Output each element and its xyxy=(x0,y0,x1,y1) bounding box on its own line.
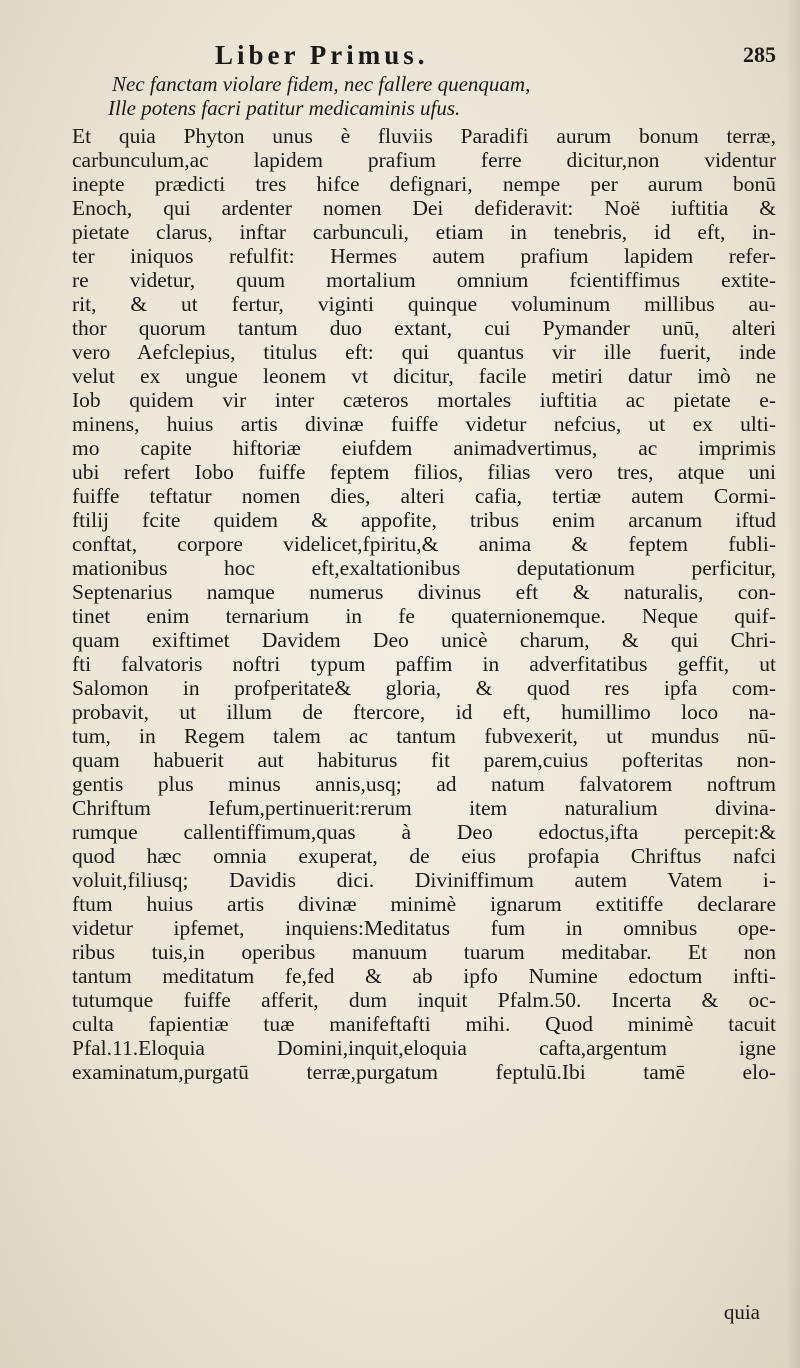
body-line: examinatum,purgatū terræ,purgatum feptulū.Ibi tamē elo- xyxy=(72,1060,776,1084)
body-line: re videtur, quum mortalium omnium fcientiffimus extite- xyxy=(72,268,776,292)
body-line: quod hæc omnia exuperat, de eius profapia Chriftus nafci xyxy=(72,844,776,868)
catchword: quia xyxy=(723,1300,760,1324)
body-line: Salomon in profperitate& gloria, & quod res ipfa com- xyxy=(72,676,776,700)
body-line: minens, huius artis divinæ fuiffe videtur nefcius, ut ex ulti- xyxy=(72,412,776,436)
body-line: Pfal.11.Eloquia Domini,inquit,eloquia cafta,argentum igne xyxy=(72,1036,776,1060)
body-line: Iob quidem vir inter cæteros mortales iuftitia ac pietate e- xyxy=(72,388,776,412)
body-line: conftat, corpore videlicet,fpiritu,& anima & feptem fubli- xyxy=(72,532,776,556)
body-line: ribus tuis,in operibus manuum tuarum meditabar. Et non xyxy=(72,940,776,964)
body-line: ubi refert Iobo fuiffe feptem filios, filias vero tres, atque uni xyxy=(72,460,776,484)
body-line: vero Aefclepius, titulus eft: qui quantus vir ille fuerit, inde xyxy=(72,340,776,364)
body-line: Septenarius namque numerus divinus eft & naturalis, con- xyxy=(72,580,776,604)
body-line: tinet enim ternarium in fe quaternionemque. Neque quif- xyxy=(72,604,776,628)
body-line: ftilij fcite quidem & appofite, tribus enim arcanum iftud xyxy=(72,508,776,532)
body-text xyxy=(72,124,776,1084)
verse-line-1: Nec fanctam violare fidem, nec fallere quenquam, xyxy=(112,72,531,96)
body-line: probavit, ut illum de ftercore, id eft, humillimo loco na- xyxy=(72,700,776,724)
body-line: culta fapientiæ tuæ manifeftafti mihi. Quod minimè tacuit xyxy=(72,1012,776,1036)
body-line: Et quia Phyton unus è fluviis Paradifi aurum bonum terræ, xyxy=(72,124,776,148)
page-header xyxy=(0,40,800,70)
body-line: pietate clarus, inftar carbunculi, etiam in tenebris, id eft, in- xyxy=(72,220,776,244)
body-line: mo capite hiftoriæ eiufdem animadvertimus, ac imprimis xyxy=(72,436,776,460)
body-line: videtur ipfemet, inquiens:Meditatus fum in omnibus ope- xyxy=(72,916,776,940)
body-line: Chriftum Iefum,pertinuerit:rerum item naturalium divina- xyxy=(72,796,776,820)
page-edge-shadow xyxy=(786,0,800,1368)
body-line: tantum meditatum fe,fed & ab ipfo Numine edoctum infti- xyxy=(72,964,776,988)
body-line: quam exiftimet Davidem Deo unicè charum, & qui Chri- xyxy=(72,628,776,652)
page-number: 285 xyxy=(743,42,776,67)
body-line: rit, & ut fertur, viginti quinque voluminum millibus au- xyxy=(72,292,776,316)
verse-line-2: Ille potens facri patitur medicaminis ufus. xyxy=(108,96,461,120)
body-line: gentis plus minus annis,usq; ad natum falvatorem noftrum xyxy=(72,772,776,796)
body-line: quam habuerit aut habiturus fit parem,cuius pofteritas non- xyxy=(72,748,776,772)
body-line: Enoch, qui ardenter nomen Dei defideravit: Noë iuftitia & xyxy=(72,196,776,220)
body-line: velut ex ungue leonem vt dicitur, facile metiri datur imò ne xyxy=(72,364,776,388)
running-head: Liber Primus. xyxy=(215,40,429,70)
body-line: tutumque fuiffe afferit, dum inquit Pfalm.50. Incerta & oc- xyxy=(72,988,776,1012)
body-line: fti falvatoris noftri typum paffim in adverfitatibus geffit, ut xyxy=(72,652,776,676)
body-line: rumque callentiffimum,quas à Deo edoctus,ifta percepit:& xyxy=(72,820,776,844)
body-line: fuiffe teftatur nomen dies, alteri cafia, tertiæ autem Cormi- xyxy=(72,484,776,508)
body-line: mationibus hoc eft,exaltationibus deputationum perficitur, xyxy=(72,556,776,580)
body-line: thor quorum tantum duo extant, cui Pymander unū, alteri xyxy=(72,316,776,340)
body-line: tum, in Regem talem ac tantum fubvexerit, ut mundus nū- xyxy=(72,724,776,748)
body-line: carbunculum,ac lapidem prafium ferre dicitur,non videntur xyxy=(72,148,776,172)
body-line: voluit,filiusq; Davidis dici. Diviniffimum autem Vatem i- xyxy=(72,868,776,892)
body-line: inepte prædicti tres hifce defignari, nempe per aurum bonū xyxy=(72,172,776,196)
body-line: ter iniquos refulfit: Hermes autem prafium lapidem refer- xyxy=(72,244,776,268)
body-line: ftum huius artis divinæ minimè ignarum extitiffe declarare xyxy=(72,892,776,916)
